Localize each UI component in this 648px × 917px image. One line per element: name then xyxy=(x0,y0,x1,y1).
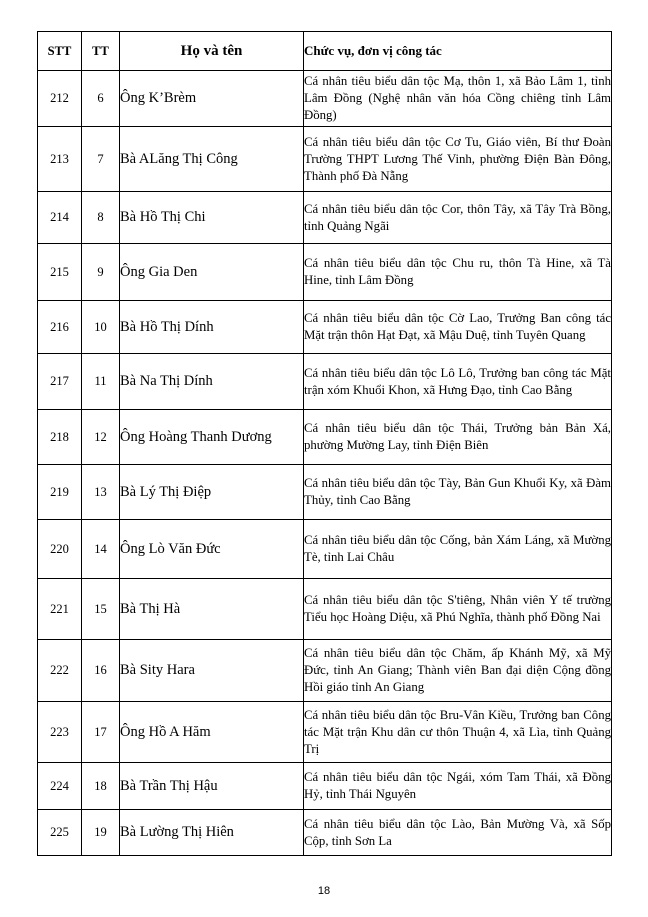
row-tt: 18 xyxy=(82,763,120,810)
row-tt: 10 xyxy=(82,301,120,354)
row-tt: 12 xyxy=(82,410,120,465)
row-role: Cá nhân tiêu biểu dân tộc Mạ, thôn 1, xã Bảo Lâm 1, tỉnh Lâm Đồng (Nghệ nhân văn hóa Cồng chiêng tỉnh Lâm Đồng) xyxy=(304,71,612,127)
table-row xyxy=(38,244,612,301)
row-name: Ông Lò Văn Đức xyxy=(120,520,304,579)
row-name: Ông Gia Den xyxy=(120,244,304,301)
row-stt: 212 xyxy=(38,71,82,127)
row-role: Cá nhân tiêu biểu dân tộc Ngái, xóm Tam Thái, xã Đồng Hỷ, tỉnh Thái Nguyên xyxy=(304,763,612,810)
table-row xyxy=(38,465,612,520)
row-stt: 223 xyxy=(38,702,82,763)
row-role: Cá nhân tiêu biểu dân tộc Cơ Tu, Giáo viên, Bí thư Đoàn Trường THPT Lương Thế Vinh, phường Điện Bàn Đông, Thành phố Đà Nẵng xyxy=(304,127,612,192)
row-name: Ông Hoàng Thanh Dương xyxy=(120,410,304,465)
row-tt: 8 xyxy=(82,192,120,244)
row-tt: 7 xyxy=(82,127,120,192)
roster-table xyxy=(37,31,612,856)
row-tt: 6 xyxy=(82,71,120,127)
row-name: Bà Lường Thị Hiên xyxy=(120,810,304,856)
row-role: Cá nhân tiêu biểu dân tộc Lô Lô, Trưởng ban công tác Mặt trận xóm Khuổi Khon, xã Hưng Đạo, tỉnh Cao Bằng xyxy=(304,354,612,410)
row-tt: 16 xyxy=(82,640,120,702)
row-tt: 11 xyxy=(82,354,120,410)
row-role: Cá nhân tiêu biểu dân tộc Tày, Bản Gun Khuổi Ky, xã Đàm Thủy, tỉnh Cao Bằng xyxy=(304,465,612,520)
header-stt: STT xyxy=(38,32,82,71)
row-tt: 14 xyxy=(82,520,120,579)
row-role: Cá nhân tiêu biểu dân tộc Cờ Lao, Trưởng Ban công tác Mặt trận thôn Hạt Đạt, xã Mậu Duệ, tỉnh Tuyên Quang xyxy=(304,301,612,354)
row-role: Cá nhân tiêu biểu dân tộc Lào, Bản Mường Và, xã Sốp Cộp, tỉnh Sơn La xyxy=(304,810,612,856)
row-role: Cá nhân tiêu biểu dân tộc Chu ru, thôn Tà Hine, xã Tà Hine, tỉnh Lâm Đồng xyxy=(304,244,612,301)
row-stt: 220 xyxy=(38,520,82,579)
header-role: Chức vụ, đơn vị công tác xyxy=(304,32,612,71)
row-name: Ông Hồ A Hăm xyxy=(120,702,304,763)
row-stt: 214 xyxy=(38,192,82,244)
row-name: Bà Trần Thị Hậu xyxy=(120,763,304,810)
header-name: Họ và tên xyxy=(120,32,304,71)
row-role: Cá nhân tiêu biểu dân tộc Chăm, ấp Khánh Mỹ, xã Mỹ Đức, tỉnh An Giang; Thành viên Ban đại diện Cộng đồng Hồi giáo tỉnh An Giang xyxy=(304,640,612,702)
table-row xyxy=(38,763,612,810)
row-role: Cá nhân tiêu biểu dân tộc S'tiêng, Nhân viên Y tế trường Tiểu học Hoàng Diệu, xã Phú Nghĩa, thành phố Đồng Nai xyxy=(304,579,612,640)
row-stt: 224 xyxy=(38,763,82,810)
table-row xyxy=(38,192,612,244)
table-row xyxy=(38,640,612,702)
table-header-row xyxy=(38,32,612,71)
row-tt: 19 xyxy=(82,810,120,856)
row-tt: 15 xyxy=(82,579,120,640)
header-tt: TT xyxy=(82,32,120,71)
row-stt: 219 xyxy=(38,465,82,520)
row-name: Bà Na Thị Dính xyxy=(120,354,304,410)
row-name: Bà Lý Thị Điệp xyxy=(120,465,304,520)
table-row xyxy=(38,127,612,192)
table-row xyxy=(38,301,612,354)
row-tt: 9 xyxy=(82,244,120,301)
row-stt: 218 xyxy=(38,410,82,465)
row-stt: 221 xyxy=(38,579,82,640)
row-name: Bà Sity Hara xyxy=(120,640,304,702)
row-name: Bà Hồ Thị Chi xyxy=(120,192,304,244)
row-stt: 217 xyxy=(38,354,82,410)
row-name: Bà Thị Hà xyxy=(120,579,304,640)
row-stt: 216 xyxy=(38,301,82,354)
row-role: Cá nhân tiêu biểu dân tộc Thái, Trưởng bản Bản Xá, phường Mường Lay, tỉnh Điện Biên xyxy=(304,410,612,465)
table-row xyxy=(38,410,612,465)
row-name: Bà ALăng Thị Công xyxy=(120,127,304,192)
row-name: Ông K’Brèm xyxy=(120,71,304,127)
row-tt: 17 xyxy=(82,702,120,763)
row-stt: 213 xyxy=(38,127,82,192)
row-role: Cá nhân tiêu biểu dân tộc Cống, bản Xám Láng, xã Mường Tè, tỉnh Lai Châu xyxy=(304,520,612,579)
row-name: Bà Hồ Thị Dính xyxy=(120,301,304,354)
page-number: 18 xyxy=(317,885,331,897)
row-stt: 215 xyxy=(38,244,82,301)
table-row xyxy=(38,810,612,856)
row-stt: 222 xyxy=(38,640,82,702)
table-row xyxy=(38,354,612,410)
row-role: Cá nhân tiêu biểu dân tộc Cor, thôn Tây, xã Tây Trà Bồng, tỉnh Quảng Ngãi xyxy=(304,192,612,244)
row-role: Cá nhân tiêu biểu dân tộc Bru-Vân Kiều, Trưởng ban Công tác Mặt trận Khu dân cư thôn Thuận 4, xã Lìa, tỉnh Quảng Trị xyxy=(304,702,612,763)
row-stt: 225 xyxy=(38,810,82,856)
row-tt: 13 xyxy=(82,465,120,520)
table-row xyxy=(38,520,612,579)
table-row xyxy=(38,71,612,127)
table-row xyxy=(38,702,612,763)
table-row xyxy=(38,579,612,640)
